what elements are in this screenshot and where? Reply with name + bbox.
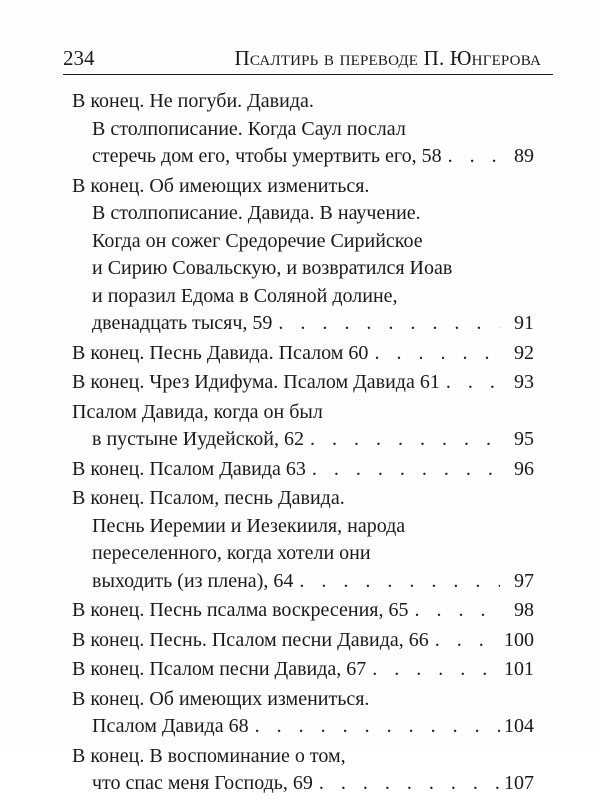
toc-entry-text: Псалом Давида 68 bbox=[92, 715, 249, 737]
toc-entry-text: В конец. Псалом песни Давида, 67 bbox=[72, 658, 367, 680]
toc-entry-heading: В конец. Об имеющих измениться. bbox=[72, 687, 370, 710]
toc-entry-text: что спас меня Господь, 69 bbox=[92, 772, 313, 794]
dot-leader bbox=[249, 713, 500, 741]
toc-entry bbox=[72, 88, 534, 173]
dot-leader bbox=[442, 143, 500, 171]
toc-entry-last-line bbox=[72, 143, 534, 171]
dot-leader bbox=[313, 770, 500, 798]
dot-leader bbox=[272, 310, 500, 338]
page-number: 234 bbox=[63, 46, 95, 70]
entry-spacer bbox=[72, 798, 534, 800]
toc-entry-text: В конец. Песнь псалма воскресения, 65 bbox=[72, 599, 409, 621]
toc-page-number: 93 bbox=[514, 371, 534, 393]
toc-page-number: 97 bbox=[514, 569, 534, 592]
dot-leader bbox=[366, 656, 500, 684]
dot-leader bbox=[306, 456, 500, 484]
toc-entry-last-line bbox=[72, 770, 534, 798]
toc-page-number: 107 bbox=[504, 772, 534, 794]
toc-entry-text: стеречь дом его, чтобы умертвить его, 58 bbox=[92, 145, 442, 167]
toc-entry-text: выходить (из плена), 64 bbox=[92, 569, 294, 592]
toc-entry-last-line bbox=[72, 627, 534, 655]
toc-entry-line: и Сирию Совальскую, и возвратился Иоав bbox=[92, 257, 453, 279]
toc-entry bbox=[72, 656, 534, 686]
toc-entry-last-line bbox=[72, 713, 534, 741]
toc-entry-text: В конец. Песнь Давида. Псалом 60 bbox=[72, 341, 369, 364]
toc-entry bbox=[72, 627, 534, 657]
toc-page-number: 100 bbox=[504, 628, 534, 651]
toc-entry-text: В конец. Песнь. Псалом песни Давида, 66 bbox=[72, 628, 429, 651]
toc-entry bbox=[72, 597, 534, 627]
toc-page-number: 89 bbox=[514, 145, 534, 167]
toc-entry bbox=[72, 456, 534, 486]
toc-page-number: 92 bbox=[514, 341, 534, 364]
toc-entry-text: В конец. Псалом Давида 63 bbox=[72, 457, 306, 480]
dot-leader bbox=[368, 340, 500, 368]
toc-entry bbox=[72, 399, 534, 456]
dot-leader bbox=[304, 426, 500, 454]
toc-entry-last-line bbox=[72, 656, 534, 684]
table-of-contents bbox=[72, 88, 534, 800]
toc-entry-line: В столпописание. Когда Саул послал bbox=[92, 117, 406, 140]
toc-entry-last-line bbox=[72, 369, 534, 397]
toc-entry-last-line bbox=[72, 426, 534, 454]
dot-leader bbox=[408, 597, 500, 625]
toc-page-number: 91 bbox=[514, 312, 534, 334]
dot-leader bbox=[429, 627, 500, 655]
toc-entry-text: В конец. Чрез Идифума. Псалом Давида 61 bbox=[72, 371, 440, 393]
toc-entry-heading: Псалом Давида, когда он был bbox=[72, 400, 323, 423]
toc-entry-heading: В конец. Не погуби. Давида. bbox=[72, 90, 314, 112]
header-rule bbox=[63, 74, 553, 75]
toc-entry bbox=[72, 369, 534, 399]
toc-entry-last-line bbox=[72, 597, 534, 625]
toc-entry bbox=[72, 173, 534, 340]
toc-entry-last-line bbox=[72, 456, 534, 484]
dot-leader bbox=[440, 369, 500, 397]
toc-page-number: 98 bbox=[514, 599, 534, 621]
toc-entry bbox=[72, 485, 534, 597]
toc-entry-line: переселенного, когда хотели они bbox=[92, 542, 371, 564]
toc-entry-line: и поразил Едома в Соляной долине, bbox=[92, 284, 398, 307]
toc-page-number: 96 bbox=[514, 457, 534, 480]
toc-entry-line: В столпописание. Давида. В научение. bbox=[92, 202, 421, 224]
running-title: Псалтирь в переводе П. Юнгерова bbox=[234, 46, 541, 70]
toc-entry-text: двенадцать тысяч, 59 bbox=[92, 312, 273, 334]
toc-entry bbox=[72, 743, 534, 800]
toc-entry-heading: В конец. В воспоминание о том, bbox=[72, 744, 346, 767]
toc-entry bbox=[72, 340, 534, 370]
toc-entry-heading: В конец. Псалом, песнь Давида. bbox=[72, 487, 345, 509]
toc-page-number: 95 bbox=[514, 428, 534, 450]
toc-entry-text: в пустыне Иудейской, 62 bbox=[92, 428, 305, 450]
toc-entry-line: Когда он сожег Средоречие Сирийское bbox=[92, 229, 423, 252]
toc-page-number: 101 bbox=[504, 658, 534, 680]
toc-entry-line: Песнь Иеремии и Иезекииля, народа bbox=[92, 514, 406, 537]
toc-page-number: 104 bbox=[504, 715, 534, 737]
toc-entry-last-line bbox=[72, 340, 534, 368]
toc-entry-heading: В конец. Об имеющих измениться. bbox=[72, 174, 370, 197]
page-header bbox=[63, 40, 553, 76]
toc-entry-last-line bbox=[72, 568, 534, 596]
toc-entry bbox=[72, 686, 534, 743]
dot-leader bbox=[293, 568, 500, 596]
toc-entry-last-line bbox=[72, 310, 534, 338]
